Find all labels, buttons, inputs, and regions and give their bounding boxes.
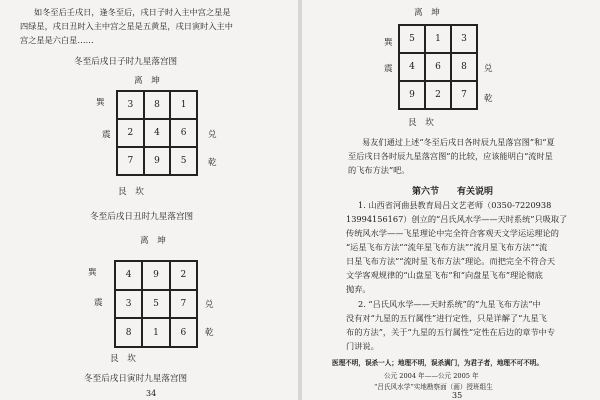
para2-line-5: 日星飞布方法”“流时星飞布方法”理论。而把完全不符合天 [346, 256, 556, 266]
grid2-cell: 2 [170, 261, 197, 290]
grid1-cell: 8 [144, 91, 171, 119]
intro-line-1: 如冬至后壬戌日，逢冬至后，戌日子时入主中宫之星是 [34, 7, 231, 17]
motto-line: 医理不明，误杀一人；地理不明，误杀满门，为君子者，地理不可不明。 [332, 359, 543, 367]
section-heading: 第六节 有关说明 [412, 187, 494, 197]
para1-line-1: 易友们通过上述“冬至后戌日各时辰九星落宫图”和“夏 [362, 137, 555, 147]
grid2-top-label: 离 坤 [140, 236, 166, 246]
grid3-cell: 4 [399, 53, 425, 81]
nine-star-grid-2 [114, 260, 198, 348]
grid3-left-mid-label: 震 [384, 64, 393, 74]
grid1-cell: 1 [170, 91, 197, 119]
grid3-cell: 9 [399, 81, 425, 109]
grid2-cell: 4 [115, 261, 142, 290]
para2-line-1: 1. 山西省河曲县教育局吕文艺老师（0350-7220938 [358, 200, 552, 210]
grid1-left-mid-label: 震 [102, 130, 111, 140]
grid2-left-mid-label: 震 [94, 298, 103, 308]
grid3-cell: 8 [451, 53, 477, 81]
page-number-left: 34 [146, 389, 157, 398]
grid2-bottom-label: 艮 坎 [110, 354, 136, 364]
grid2-cell: 3 [115, 290, 142, 319]
grid3-cell: 2 [425, 81, 451, 109]
intro-line-3: 宫之星是六白星…… [20, 35, 94, 45]
para2-line-4: “运星飞布方法”“流年星飞布方法”“流月星飞布方法”“流 [346, 242, 548, 252]
grid2-cell: 6 [170, 318, 197, 347]
left-page [0, 0, 298, 400]
grid2-right-bottom-label: 乾 [205, 328, 214, 338]
grid1-right-bottom-label: 乾 [208, 158, 217, 168]
grid1-right-mid-label: 兑 [208, 130, 217, 140]
grid3-left-top-label: 巽 [384, 38, 393, 48]
grid2-left-top-label: 巽 [88, 268, 97, 278]
intro-line-2: 四绿星，戌日丑时入主中宫之星是五黄星，戌日寅时入主中 [20, 21, 233, 31]
grid1-top-label: 离 坤 [134, 76, 160, 86]
grid3-right-mid-label: 兑 [484, 64, 493, 74]
para3-line-2: 没有对“九星的五行属性”进行定性，只是详解了“九星飞 [346, 313, 547, 323]
grid1-cell: 2 [117, 119, 144, 147]
caption-grid-1: 冬至后戌日子时九星落宫图 [74, 57, 178, 67]
grid3-cell: 6 [425, 53, 451, 81]
grid1-left-top-label: 巽 [96, 98, 105, 108]
para2-line-2: 13994156167）创立的“吕氏风水学——天时系统”只吸取了 [346, 214, 568, 224]
grid3-cell: 1 [425, 25, 451, 53]
grid2-cell: 9 [142, 261, 169, 290]
para2-line-3: 传统风水学——飞星理论中完全符合客观天文学运运理论的 [346, 228, 559, 238]
grid3-cell: 5 [399, 25, 425, 53]
grid1-cell: 4 [144, 119, 171, 147]
grid3-bottom-label: 艮 坎 [408, 118, 434, 128]
caption-grid-3: 冬至后戌日寅时九星落宫图 [84, 374, 188, 384]
nine-star-grid-1 [116, 90, 198, 176]
grid2-cell: 7 [170, 290, 197, 319]
para2-line-7: 抛弃。 [346, 284, 371, 294]
grid1-cell: 7 [117, 147, 144, 175]
para2-line-6: 文学客观规律的“山盘星飞布”和“向盘星飞布”理论彻底 [346, 270, 543, 280]
grid1-cell: 6 [170, 119, 197, 147]
grid3-top-label: 离 坤 [414, 8, 440, 18]
para1-line-3: 的飞布方法”吧。 [348, 165, 410, 175]
grid1-cell: 3 [117, 91, 144, 119]
grid1-cell: 9 [144, 147, 171, 175]
nine-star-grid-3 [398, 24, 478, 110]
para3-line-4: 门讲说。 [346, 341, 379, 351]
grid1-bottom-label: 艮 坎 [118, 187, 144, 197]
grid3-cell: 7 [451, 81, 477, 109]
caption-grid-2: 冬至后戌日丑时九星落宫图 [90, 212, 194, 222]
grid2-cell: 1 [142, 318, 169, 347]
page-number-right: 35 [452, 391, 463, 400]
para1-line-2: 至后戌日各时辰九星落宫图”的比较，应该能明白“流时星 [348, 151, 553, 161]
footer-dates: 公元 2004 年——公元 2005 年 [384, 372, 479, 380]
grid2-cell: 5 [142, 290, 169, 319]
para3-line-3: 布的方法”，关于“九星的五行属性”定性在后边的章节中专 [346, 327, 556, 337]
grid3-right-bottom-label: 乾 [484, 94, 493, 104]
grid2-cell: 8 [115, 318, 142, 347]
para3-line-1: 2. “吕氏风水学——天时系统”的“九星飞布方法”中 [358, 299, 541, 309]
grid2-right-mid-label: 兑 [205, 300, 214, 310]
right-page [302, 0, 600, 400]
footer-class: “吕氏风水学”实地勘察面（画）授班组生 [374, 383, 493, 391]
grid3-cell: 3 [451, 25, 477, 53]
grid1-cell: 5 [170, 147, 197, 175]
